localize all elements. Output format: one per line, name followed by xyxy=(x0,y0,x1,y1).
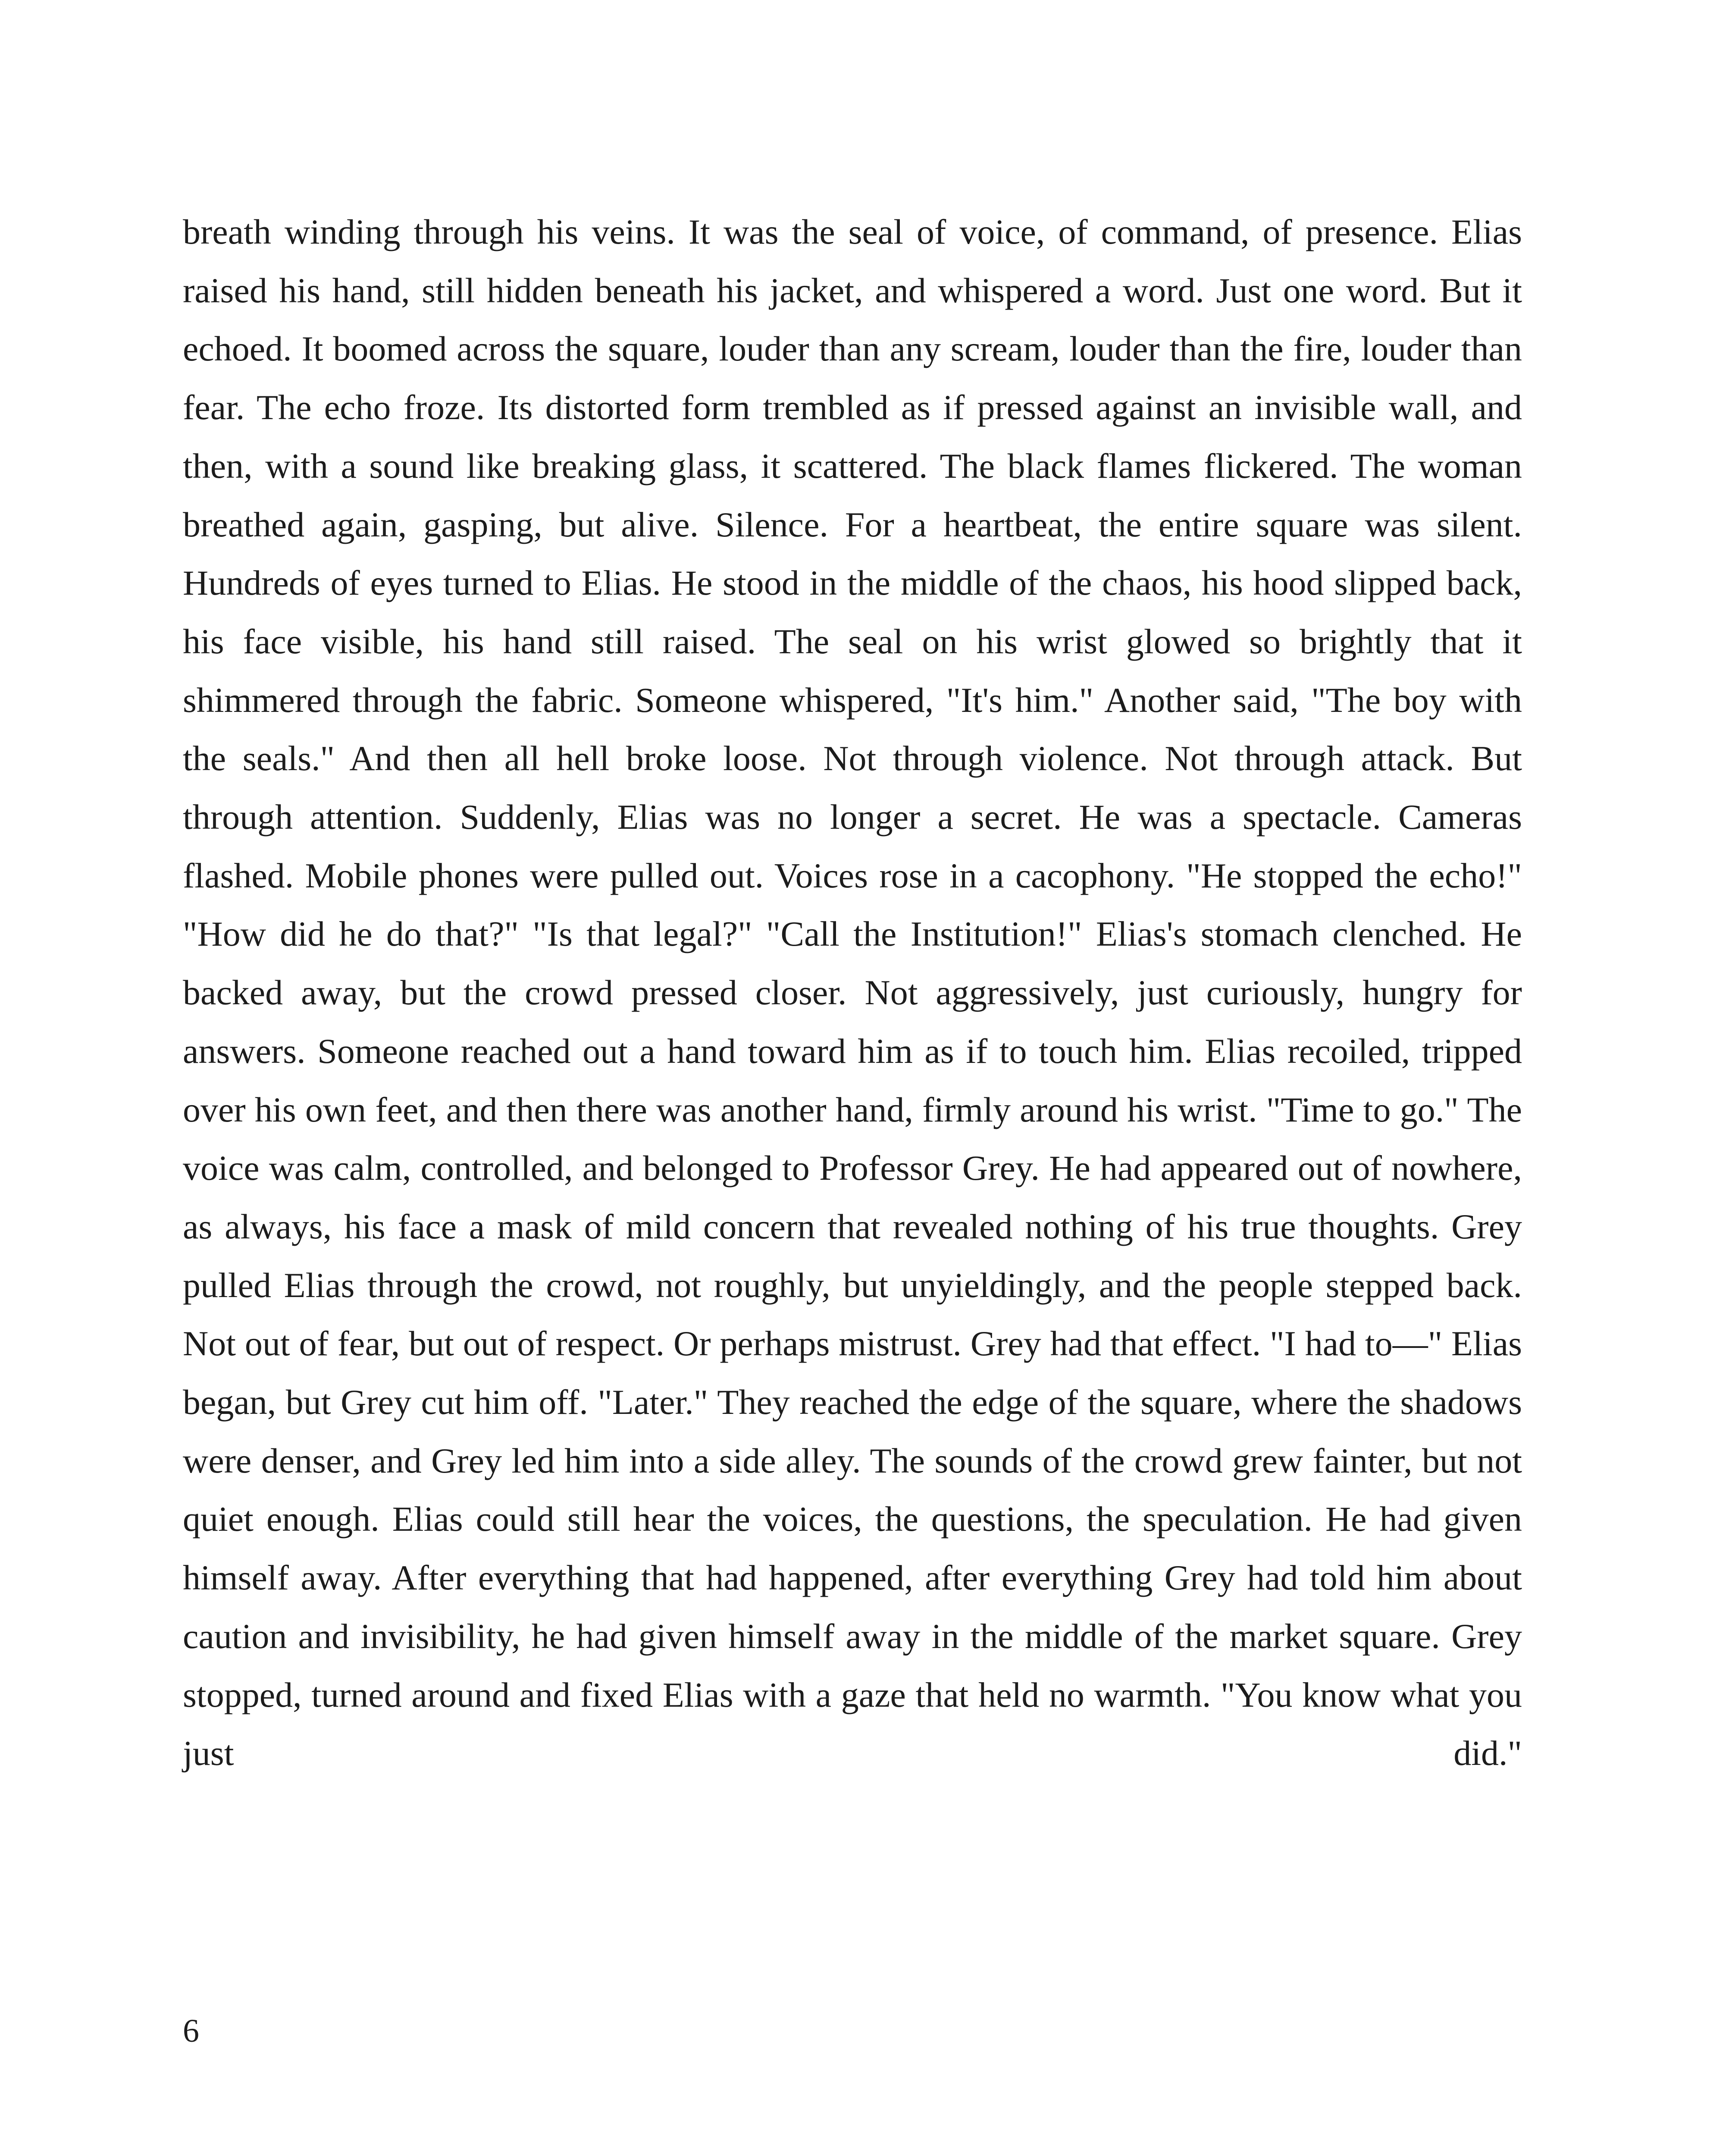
page-number: 6 xyxy=(183,2013,199,2049)
body-paragraph: breath winding through his veins. It was the seal of voice, of command, of presence. Elias raised his hand, still hidden beneath his jacket, and whispered a word. Just one word. But it echoed. It boomed across the square, louder than any scream, louder than the fire, louder than fear. The echo froze. Its distorted form trembled as if pressed against an invisible wall, and then, with a sound like breaking glass, it scattered. The black flames flickered. The woman breathed again, gasping, but alive. Silence. For a heartbeat, the entire square was silent. Hundreds of eyes turned to Elias. He stood in the middle of the chaos, his hood slipped back, his face visible, his hand still raised. The seal on his wrist glowed so brightly that it shimmered through the fabric. Someone whispered, "It's him." Another said, "The boy with the seals." And then all hell broke loose. Not through violence. Not through attack. But through attention. Suddenly, Elias was no longer a secret. He was a spectacle. Cameras flashed. Mobile phones were pulled out. Voices rose in a cacophony. "He stopped the echo!" "How did he do that?" "Is that legal?" "Call the Institution!" Elias's stomach clenched. He backed away, but the crowd pressed closer. Not aggressively, just curiously, hungry for answers. Someone reached out a hand toward him as if to touch him. Elias recoiled, tripped over his own feet, and then there was another hand, firmly around his wrist. "Time to go." The voice was calm, controlled, and belonged to Professor Grey. He had appeared out of nowhere, as always, his face a mask of mild concern that revealed nothing of his true thoughts. Grey pulled Elias through the crowd, not roughly, but unyieldingly, and the people stepped back. Not out of fear, but out of respect. Or perhaps mistrust. Grey had that effect. "I had to—" Elias began, but Grey cut him off. "Later." They reached the edge of the square, where the shadows were denser, and Grey led him into a side alley. The sounds of the crowd grew fainter, but not quiet enough. Elias could still hear the voices, the questions, the speculation. He had given himself away. After everything that had happened, after everything Grey had told him about caution and invisibility, he had given himself away in the middle of the market square. Grey stopped, turned around and fixed Elias with a gaze that held no warmth. "You know what you just did." xyxy=(183,212,1522,1773)
